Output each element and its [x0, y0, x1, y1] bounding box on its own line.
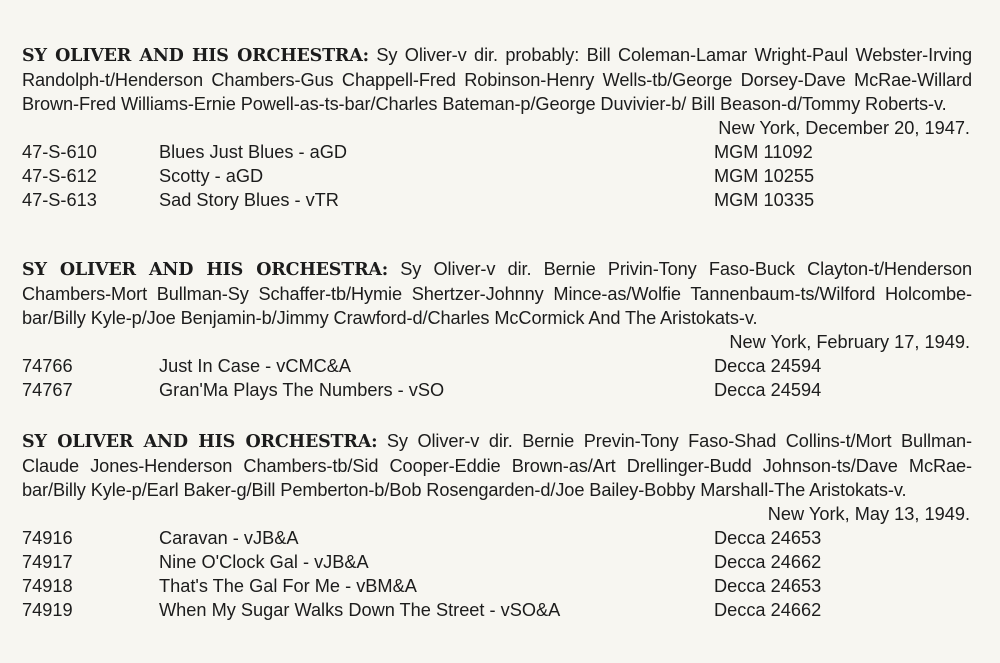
matrix-number: 74767 — [22, 380, 73, 400]
track-title: Just In Case - vCMC&A — [159, 356, 352, 376]
issue-number: Decca 24653 — [714, 576, 822, 596]
issue-number: Decca 24594 — [714, 380, 822, 400]
band-name: SY OLIVER AND HIS ORCHESTRA: — [22, 260, 389, 280]
session-location-date: New York, February 17, 1949. — [729, 332, 970, 352]
personnel-text: Sy Oliver-v dir. probably: Bill Coleman-Lamar Wright-Paul Webster-Irving Randolph-t/Henderson Chambers-Gus Chappell-Fred Robinson-Henry Wells-tb/George Dorsey-Dave McRae-Willard Brown-Fred Williams-Ernie Powell-as-ts-bar/Charles Bateman-p/George Duvivier-b/ Bill Beason-d/Tommy Roberts-v. — [22, 45, 972, 114]
matrix-number: 47-S-613 — [22, 190, 97, 210]
issue-number: Decca 24594 — [714, 356, 822, 376]
track-title: Scotty - aGD — [159, 166, 264, 186]
track-title: Gran'Ma Plays The Numbers - vSO — [159, 380, 445, 400]
personnel-paragraph — [22, 257, 972, 330]
track-row — [22, 526, 972, 550]
track-row — [22, 550, 972, 574]
track-row — [22, 140, 972, 164]
matrix-number: 74919 — [22, 600, 73, 620]
personnel-text: Sy Oliver-v dir. Bernie Previn-Tony Faso-Shad Collins-t/Mort Bullman-Claude Jones-Henderson Chambers-tb/Sid Cooper-Eddie Brown-as/Art Drellinger-Budd Johnson-ts/Dave McRae-bar/Billy Kyle-p/Earl Baker-g/Bill Pemberton-b/Bob Rosengarden-d/Joe Bailey-Bobby Marshall-The Aristokats-v. — [22, 431, 972, 500]
matrix-number: 74918 — [22, 576, 73, 596]
track-row — [22, 378, 972, 402]
band-name: SY OLIVER AND HIS ORCHESTRA: — [22, 432, 378, 452]
track-row — [22, 574, 972, 598]
session-location-date: New York, May 13, 1949. — [767, 504, 970, 524]
session-location-date: New York, December 20, 1947. — [718, 118, 970, 138]
session-block — [22, 43, 972, 212]
issue-number: Decca 24662 — [714, 600, 822, 620]
personnel-paragraph — [22, 429, 972, 502]
session-block — [22, 257, 972, 402]
track-title: Sad Story Blues - vTR — [159, 190, 339, 210]
issue-number: Decca 24662 — [714, 552, 822, 572]
issue-number: Decca 24653 — [714, 528, 822, 548]
track-row — [22, 354, 972, 378]
track-row — [22, 598, 972, 622]
session-block — [22, 429, 972, 622]
matrix-number: 47-S-610 — [22, 142, 97, 162]
personnel-text: Sy Oliver-v dir. Bernie Privin-Tony Faso-Buck Clayton-t/Henderson Chambers-Mort Bullman-Sy Schaffer-tb/Hymie Shertzer-Johnny Mince-as/Wolfie Tannenbaum-ts/Wilford Holcombe-bar/Billy Kyle-p/Joe Benjamin-b/Jimmy Crawford-d/Charles McCormick And The Aristokats-v. — [22, 259, 973, 328]
issue-number: MGM 10255 — [714, 166, 815, 186]
track-row — [22, 188, 972, 212]
track-title: When My Sugar Walks Down The Street - vSO&A — [159, 600, 561, 620]
band-name: SY OLIVER AND HIS ORCHESTRA: — [22, 46, 369, 66]
track-title: That's The Gal For Me - vBM&A — [159, 576, 417, 596]
issue-number: MGM 11092 — [714, 142, 813, 162]
issue-number: MGM 10335 — [714, 190, 815, 210]
track-title: Nine O'Clock Gal - vJB&A — [159, 552, 369, 572]
track-title: Caravan - vJB&A — [159, 528, 299, 548]
matrix-number: 74916 — [22, 528, 73, 548]
personnel-paragraph — [22, 43, 972, 116]
track-row — [22, 164, 972, 188]
matrix-number: 74917 — [22, 552, 73, 572]
matrix-number: 74766 — [22, 356, 73, 376]
matrix-number: 47-S-612 — [22, 166, 97, 186]
track-title: Blues Just Blues - aGD — [159, 142, 348, 162]
